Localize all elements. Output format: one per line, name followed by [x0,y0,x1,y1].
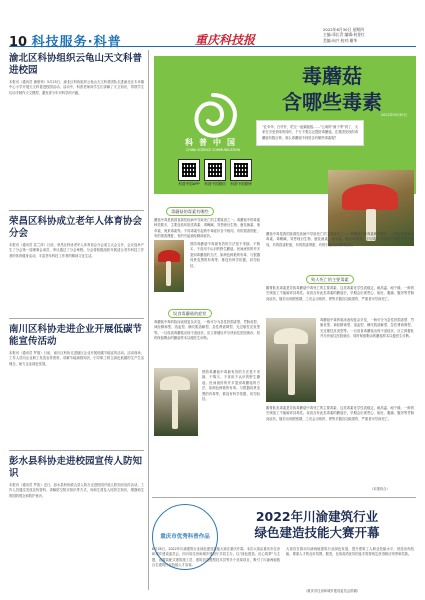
date-line: 2022年6月30日 星期四 [323,27,364,32]
brief-2 [9,216,144,259]
mushroom-photo [154,240,184,292]
contest-col-2 [286,547,414,558]
feature-col-1c [154,300,260,342]
paper-name: 重庆科技报 [195,33,256,47]
section-body: 蘑菇中毒是我国食源性疾病中导致死亡的主要原因之一。毒蘑菇中的毒素种类繁多，主要包括环肽类毒素、毒蝇碱、异恶唑衍生物、鹿花菌素、鬼伞素、奥来毒素等。不同毒素引起的中毒症状各不相同，有的损害肝脏，有的损害肾脏，有的引起神经精神症状。 [154,218,260,239]
qr-weibo[interactable] [230,159,252,187]
contest-credit: （重庆市住房和城乡建设委员会供稿） [304,589,361,593]
mushroom-stem [288,343,295,395]
brief-body: 本报讯（通讯员 袁兰萍）日前，荣昌区科协老年人体育协会分会成立大会召开，会议选举产生了分会第一届理事会成员，审议通过了分会章程。分会将积极组织开展适合老年科技工作者的体育健身活动，丰富老年科技工作者的精神文化生活。 [9,243,144,258]
qr-code-icon [230,159,252,181]
feature-col-2d [266,406,414,422]
divider [9,210,144,211]
section-body: 蘑菇中毒是我国食源性疾病中导致死亡的主要原因之一。毒蘑菇中的毒素种类繁多，主要包括环肽类毒素、毒蝇碱、异恶唑衍生物、鹿花菌素、鬼伞素、奥来毒素等。不同毒素引起的中毒症状各不相同，有的损害肝脏，有的损害肾脏，有的引起神经精神症状。 [266,232,414,247]
section-tag: 误食毒蘑菇的症状 [168,309,212,318]
section-tag: 致人死亡的主要毒素 [306,275,354,284]
section-header: 10 科技服务·科普 [9,35,122,50]
masthead-rule [9,46,416,47]
section-name: 科技服务 [31,35,88,50]
brief-1 [9,53,144,96]
brief-heading: 南川区科协走进企业开展低碳节能宣传活动 [9,324,143,347]
editor-line: 主编:邓长青 编辑:何金红 [323,32,365,38]
mushroom-cap-icon [160,376,190,390]
intro-box [256,120,364,146]
brief-3 [9,324,144,367]
brief-body: 本报讯（通讯员 罗波）近日，彭水县科协联合县人防办走进校园开展人防知识宣传活动。工作人员通过发放宣传资料、讲解防空防灾知识等方式，向师生普及人民防空知识，增强师生的国防观念和防护意识。 [9,483,144,498]
mushroom-cap-icon [342,184,398,210]
section-body: 预防毒蘑菇中毒最有效的方法是不采摘、不购买、不食用不认识的野生蘑菇。民间流传的许多鉴别毒蘑菇的方法，如颜色鲜艳的有毒、与银器同煮变黑的有毒等，都没有科学依据，切勿轻信。 [202,370,260,402]
qr-code-icon [204,159,226,181]
feature-title [252,63,412,115]
mushroom-photo-4 [266,318,316,402]
brief-heading: 荣昌区科协成立老年人体育协会分会 [9,216,143,239]
logo-text: 科普中国 [185,138,241,147]
feature-col-2c [320,318,414,340]
brief-body: 本报讯（通讯员 罗瑞）日前，南川区科协走进辖区企业开展低碳节能宣传活动。活动现场，工作人员向企业职工发放宣传资料，讲解节能减排知识，引导职工树立绿色低碳的生产生活理念，助力企业绿色发展。 [9,351,144,366]
title-line-2: 含哪些毒素 [282,90,382,114]
subsection-name: 科普 [93,35,122,50]
feature-col-1 [154,198,260,240]
section-body: 毒蘑菇中毒的临床表现复杂多变，一般可分为急性肝损害型、胃肠炎型、神经精神型、溶血型、横纹肌溶解型、急性肾衰竭型、光过敏性皮炎型等。一旦误食毒蘑菇出现不适症状，应立即催吐并尽快前往医院就诊，同时保留剩余的蘑菇样本以便医生诊断。 [154,320,260,341]
contest-title-line-1: 2022年川渝建筑行业 [255,509,379,524]
column-divider [148,50,149,590]
contest-title [222,509,412,541]
qr-label: 科普中国微信 [204,182,226,186]
feature-col-2b [266,266,414,302]
qr-codes [178,159,252,187]
contest-title-line-2: 绿色建造技能大赛开幕 [254,525,380,540]
feature-credit: （本报综合） [370,487,390,491]
brief-heading: 渝北区科协组织云龟山天文科普进校园 [9,53,143,76]
page-number: 10 [9,35,28,50]
design-line: 美编:向兴 校对:谢华 [323,37,358,43]
qr-wechat[interactable] [204,159,226,187]
intro-text: “红伞伞，白杆杆，吃完一起躺板板……”云南的“菌子季”到了，大家在享受美味的同时，千万不要忘记提防毒蘑菇。在我国发现的毒蘑菇有数百种，那么毒蘑菇中到底含有哪些毒素呢？ [262,125,358,140]
mushroom-photo-2 [154,368,198,436]
mushroom-stem [166,261,171,286]
qr-app[interactable] [178,159,200,187]
section-body: 鹅膏肽类毒素是导致毒蘑菇中毒死亡的主要毒素，这类毒素化学性质稳定，耐高温、耐干燥，一般的烹调加工不能破坏其毒性。误食含有此类毒素的蘑菇后，早期会出现恶心、呕吐、腹痛、腹泻等胃肠炎症状，随后出现假愈期，之后会出现肝、肾等多器官功能损伤，严重者可导致死亡。 [266,286,414,301]
section-body: 预防毒蘑菇中毒最有效的方法是不采摘、不购买、不食用不认识的野生蘑菇。民间流传的许多鉴别毒蘑菇的方法，如颜色鲜艳的有毒、与银器同煮变黑的有毒等，都没有科学依据，切勿轻信。 [190,242,260,268]
badge-text: 重庆市优秀科普作品 [160,533,210,540]
qr-label: 科普中国微博 [230,182,252,186]
feature-col-1b [190,242,260,269]
mushroom-cap-icon [274,328,308,344]
divider [9,318,144,319]
qr-label: 科普中国APP [178,182,200,186]
mushroom-stem [172,389,178,429]
feature-col-1d [202,370,260,402]
section-body: 毒蘑菇中毒的临床表现复杂多变，一般可分为急性肝损害型、胃肠炎型、神经精神型、溶血型、横纹肌溶解型、急性肾衰竭型、光过敏性皮炎型等。一旦误食毒蘑菇出现不适症状，应立即催吐并尽快前往医院就诊，同时保留剩余的蘑菇样本以便医生诊断。 [320,318,414,339]
contest-body: 大赛旨在推动川渝两地建筑行业绿色发展，提升建筑工人职业技能水平，营造崇尚技能、尊重人才的良好氛围。据悉，比赛成绩优异的选手将按规定获得相应荣誉和奖励。 [286,547,414,557]
contest-col-1 [152,547,280,569]
divider [152,497,416,498]
logo-subtext: CHINA SCIENCE COMMUNICATION [186,148,240,152]
feature-col-2 [266,232,414,248]
qr-code-icon [178,159,200,181]
brief-4 [9,456,144,499]
title-line-1: 毒蘑菇 [302,64,362,88]
masthead-info [323,27,365,43]
contest-body: 6月28日，2022年川渝建筑行业绿色建造技能大赛在重庆开幕。本次大赛由重庆市住房和城乡建设委员会、四川省住房和城乡建设厅共同主办，以“绿色建造、匠心筑梦”为主题，设置装配式建筑施工员、建筑信息模型技术员等多个竞赛项目，吸引了川渝两地数百名建筑行业技能人才参赛。 [152,547,280,568]
section-tag: 毒蘑菇的毒素有哪些 [166,207,214,216]
brief-heading: 彭水县科协走进校园宣传人防知识 [9,456,143,479]
section-body: 鹅膏肽类毒素是导致毒蘑菇中毒死亡的主要毒素，这类毒素化学性质稳定，耐高温、耐干燥，一般的烹调加工不能破坏其毒性。误食含有此类毒素的蘑菇后，早期会出现恶心、呕吐、腹痛、腹泻等胃肠炎症状，随后出现假愈期，之后会出现肝、肾等多器官功能损伤，严重者可导致死亡。 [266,406,414,421]
feature-date: 2022年6月30日 [380,113,407,117]
divider [9,450,144,451]
brief-body: 本报讯（通讯员 谢豪荣）5月25日，渝北区科协组织云龟山天文科普团队走进渝北区木耳镇中心小学开展天文科普进校园活动。活动中，科普老师向学生们讲解了天文知识，带领学生们动手制作天文模型，激发青少年对科学的兴趣。 [9,80,144,95]
